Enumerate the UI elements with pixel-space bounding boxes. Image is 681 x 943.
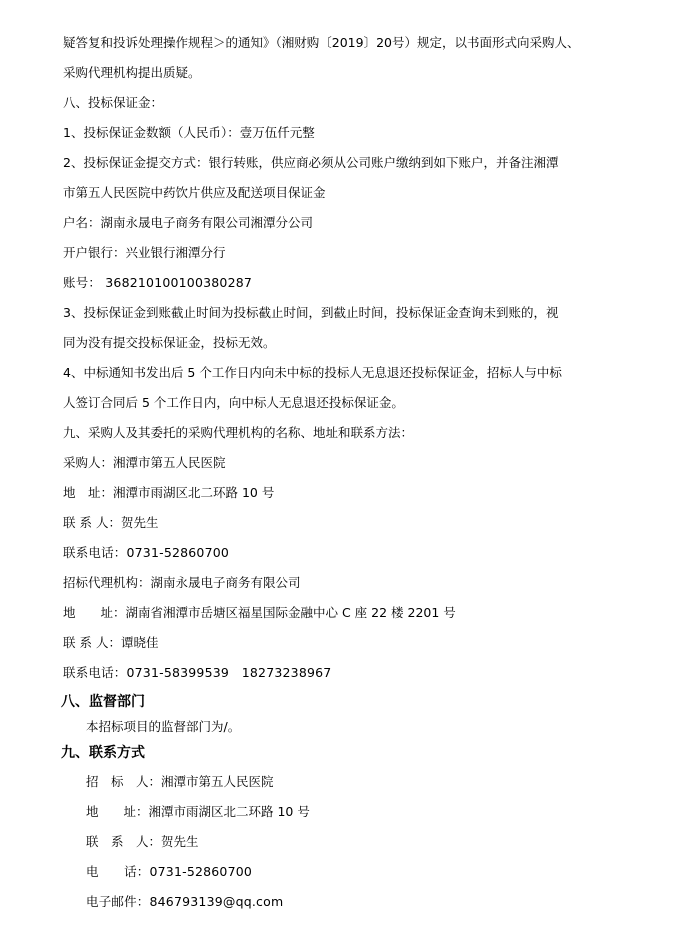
agency-contact: 联 系 人：谭晓佳 xyxy=(63,635,159,650)
bond-method-line: 市第五人民医院中药饮片供应及配送项目保证金 xyxy=(63,185,326,200)
account-bank: 开户银行：兴业银行湘潭分行 xyxy=(63,245,226,260)
paragraph-line: 采购代理机构提出质疑。 xyxy=(63,65,201,80)
agency-phone: 联系电话：0731-58399539 18273238967 xyxy=(63,665,332,680)
account-number: 账号： 368210100100380287 xyxy=(63,275,253,290)
account-name: 户名：湖南永晟电子商务有限公司湘潭分公司 xyxy=(63,215,314,230)
contact-heading: 九、联系方式 xyxy=(61,745,145,761)
contact-phone: 电 话：0731-52860700 xyxy=(86,864,253,879)
paragraph-line: 疑答复和投诉处理操作规程＞的通知》（湘财购〔2019〕20号）规定，以书面形式向采购人、 xyxy=(63,35,580,50)
bond-deadline-line: 3、投标保证金到账截止时间为投标截止时间，到截止时间，投标保证金查询未到账的，视 xyxy=(63,305,559,320)
contact-person: 联 系 人：贺先生 xyxy=(86,834,199,849)
bond-refund-line: 4、中标通知书发出后 5 个工作日内向未中标的投标人无息退还投标保证金，招标人与中标 xyxy=(63,365,562,380)
bond-amount: 1、投标保证金数额（人民币）：壹万伍仟元整 xyxy=(63,125,315,140)
supervision-text: 本招标项目的监督部门为/。 xyxy=(86,719,241,734)
bond-section-title: 八、投标保证金： xyxy=(63,95,164,110)
bond-method-line: 2、投标保证金提交方式：银行转账，供应商必须从公司账户缴纳到如下账户，并备注湘潭 xyxy=(63,155,559,170)
bond-refund-line: 人签订合同后 5 个工作日内，向中标人无息退还投标保证金。 xyxy=(63,395,404,410)
contact-email: 电子邮件：846793139@qq.com xyxy=(86,894,284,909)
purchaser-phone: 联系电话：0731-52860700 xyxy=(63,545,230,560)
purchaser-address: 地 址：湘潭市雨湖区北二环路 10 号 xyxy=(63,485,275,500)
supervision-heading: 八、监督部门 xyxy=(61,694,145,710)
purchaser-contact: 联 系 人：贺先生 xyxy=(63,515,159,530)
agency-address: 地 址：湖南省湘潭市岳塘区福星国际金融中心 C 座 22 楼 2201 号 xyxy=(63,605,456,620)
contacts-section-title: 九、采购人及其委托的采购代理机构的名称、地址和联系方法： xyxy=(63,425,414,440)
agency-name: 招标代理机构：湖南永晟电子商务有限公司 xyxy=(63,575,301,590)
purchaser-name: 采购人：湘潭市第五人民医院 xyxy=(63,455,226,470)
contact-address: 地 址：湘潭市雨湖区北二环路 10 号 xyxy=(86,804,310,819)
contact-tenderer: 招 标 人：湘潭市第五人民医院 xyxy=(86,774,274,789)
bond-deadline-line: 同为没有提交投标保证金，投标无效。 xyxy=(63,335,276,350)
